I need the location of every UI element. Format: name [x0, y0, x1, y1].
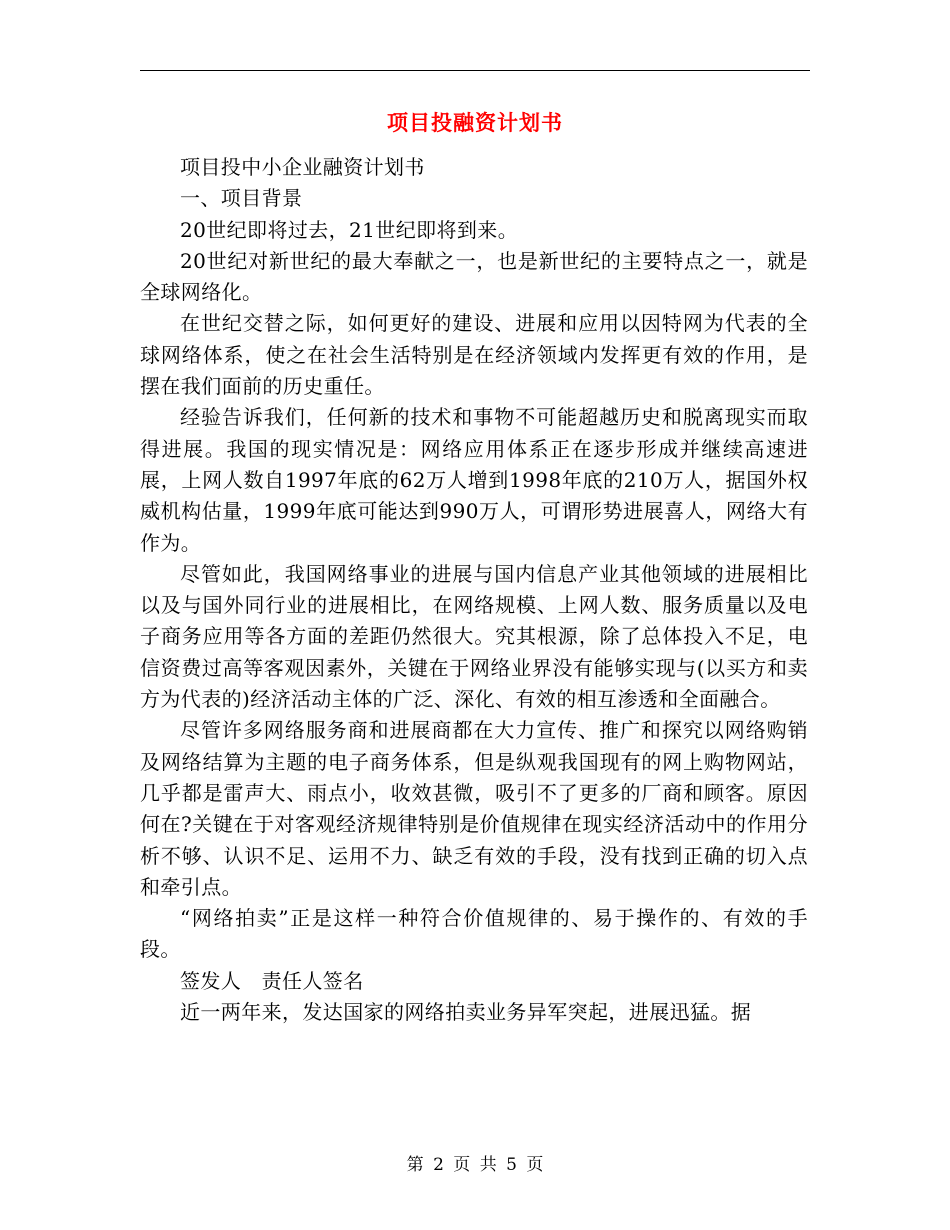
document-body [140, 152, 808, 1028]
paragraph: 经验告诉我们，任何新的技术和事物不可能超越历史和脱离现实而取得进展。我国的现实情况是：网络应用体系正在逐步形成并继续高速进展，上网人数自1997年底的62万人增到1998年底的210万人，据国外权威机构估量，1999年底可能达到990万人，可谓形势进展喜人，网络大有作为。 [140, 405, 808, 555]
paragraph: 近一两年来，发达国家的网络拍卖业务异军突起，进展迅猛。据 [180, 1000, 752, 1025]
paragraph: “网络拍卖”正是这样一种符合价值规律的、易于操作的、有效的手段。 [140, 906, 808, 962]
paragraph: 20世纪对新世纪的最大奉献之一，也是新世纪的主要特点之一，就是全球网络化。 [140, 248, 808, 305]
paragraph-section-heading: 一、项目背景 [180, 186, 303, 211]
paragraph: 尽管许多网络服务商和进展商都在大力宣传、推广和探究以网络购销及网络结算为主题的电子商务体系，但是纵观我国现有的网上购物网站，几乎都是雷声大、雨点小，收效甚微，吸引不了更多的厂商和顾客。原因何在?关键在于对客观经济规律特别是价值规律在现实经济活动中的作用分析不够、认识不足、运用不力、缺乏有效的手段，没有找到正确的切入点和牵引点。 [140, 718, 808, 899]
paragraph-signature-line: 签发人 责任人签名 [180, 968, 364, 993]
paragraph: 尽管如此，我国网络事业的进展与国内信息产业其他领域的进展相比以及与国外同行业的进展相比，在网络规模、上网人数、服务质量以及电子商务应用等各方面的差距仍然很大。究其根源，除了总体投入不足，电信资费过高等客观因素外，关键在于网络业界没有能够实现与(以买方和卖方为代表的)经济活动主体的广泛、深化、有效的相互渗透和全面融合。 [140, 561, 808, 712]
paragraph: 在世纪交替之际，如何更好的建设、进展和应用以因特网为代表的全球网络体系，使之在社会生活特别是在经济领域内发挥更有效的作用，是摆在我们面前的历史重任。 [140, 311, 808, 399]
paragraph: 20世纪即将过去，21世纪即将到来。 [180, 217, 519, 242]
document-title: 项目投融资计划书 [387, 111, 563, 135]
header-rule [140, 70, 810, 71]
page-number: 第 2 页 共 5 页 [406, 1155, 544, 1175]
paragraph-subtitle: 项目投中小企业融资计划书 [180, 155, 425, 179]
